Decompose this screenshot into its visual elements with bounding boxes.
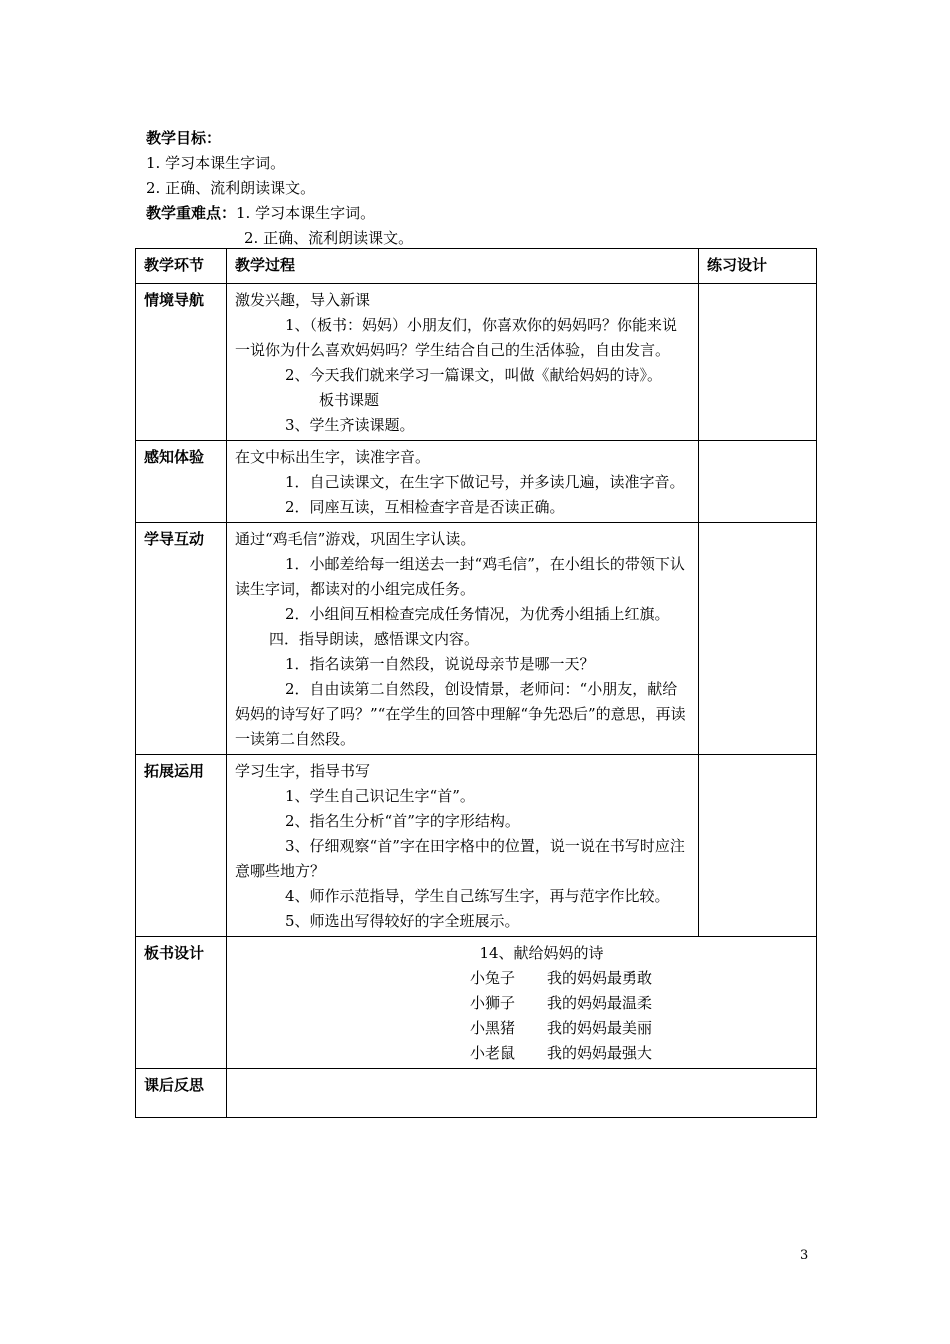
key-points-row <box>146 201 846 226</box>
process-line: 板书课题 <box>319 391 380 409</box>
reflection-cell <box>227 1069 817 1118</box>
process-line: 2．同座互读，互相检查字音是否读正确。 <box>285 498 565 516</box>
process-cell <box>227 284 699 441</box>
exercise-cell <box>699 441 817 523</box>
process-line: 3、仔细观察“首”字在田字格中的位置，说一说在书写时应注意哪些地方？ <box>235 837 685 880</box>
process-line: 通过“鸡毛信”游戏，巩固生字认读。 <box>235 530 476 548</box>
page-number: 3 <box>800 1248 809 1263</box>
lesson-header <box>146 126 846 251</box>
board-text: 我的妈妈最勇敢 <box>547 969 653 987</box>
board-text: 我的妈妈最温柔 <box>547 994 653 1012</box>
board-line <box>235 1016 808 1041</box>
process-cell <box>227 441 699 523</box>
exercise-cell <box>699 284 817 441</box>
process-line: 学习生字，指导书写 <box>235 762 371 780</box>
board-line <box>235 1041 808 1066</box>
board-text: 我的妈妈最强大 <box>547 1044 653 1062</box>
lesson-plan-table <box>135 248 817 1118</box>
process-line: 2、指名生分析“首”字的字形结构。 <box>285 812 520 830</box>
key-points-label: 教学重难点： <box>146 204 237 222</box>
process-line: 5、师选出写得较好的字全班展示。 <box>285 912 520 930</box>
process-line: 1．指名读第一自然段，说说母亲节是哪一天？ <box>285 655 595 673</box>
process-line: 1．小邮差给每一组送去一封“鸡毛信”，在小组长的带领下认读生字词，都读对的小组完成任务。 <box>235 555 685 598</box>
objective-1: 1. 学习本课生字词。 <box>146 154 286 172</box>
table-row <box>136 523 817 755</box>
process-line: 2、今天我们就来学习一篇课文，叫做《献给妈妈的诗》。 <box>285 366 663 384</box>
board-animal: 小兔子 <box>470 969 516 987</box>
process-line: 1、（板书：妈妈）小朋友们，你喜欢你的妈妈吗？你能来说一说你为什么喜欢妈妈吗？学生结合自己的生活体验，自由发言。 <box>235 316 678 359</box>
board-line <box>235 966 808 991</box>
stage-cell: 学导互动 <box>136 523 227 755</box>
exercise-cell <box>699 523 817 755</box>
header-exercise: 练习设计 <box>699 249 817 284</box>
board-text: 我的妈妈最美丽 <box>547 1019 653 1037</box>
stage-cell: 情境导航 <box>136 284 227 441</box>
reflection-row <box>136 1069 817 1118</box>
objectives-title: 教学目标： <box>146 129 222 147</box>
objective-2: 2. 正确、流利朗读课文。 <box>146 179 316 197</box>
board-design-row <box>136 937 817 1069</box>
process-line: 3、学生齐读课题。 <box>285 416 415 434</box>
stage-cell: 板书设计 <box>136 937 227 1069</box>
header-process: 教学过程 <box>227 249 699 284</box>
board-line <box>235 991 808 1016</box>
process-line: 4、师作示范指导，学生自己练写生字，再与范字作比较。 <box>285 887 670 905</box>
board-title: 14、献给妈妈的诗 <box>479 944 604 962</box>
process-line: 1．自己读课文，在生字下做记号，并多读几遍，读准字音。 <box>285 473 685 491</box>
process-line: 1、学生自己识记生字“首”。 <box>285 787 475 805</box>
process-line: 在文中标出生字，读准字音。 <box>235 448 431 466</box>
process-line: 四．指导朗读，感悟课文内容。 <box>269 630 480 648</box>
table-row <box>136 441 817 523</box>
process-line: 激发兴趣，导入新课 <box>235 291 371 309</box>
process-line: 2．小组间互相检查完成任务情况，为优秀小组插上红旗。 <box>285 605 670 623</box>
stage-cell: 感知体验 <box>136 441 227 523</box>
board-animal: 小狮子 <box>470 994 516 1012</box>
table-row <box>136 284 817 441</box>
process-line: 2．自由读第二自然段，创设情景，老师问：“小朋友，献给妈妈的诗写好了吗？”“在学生的回答中理解“争先恐后”的意思，再读一读第二自然段。 <box>235 680 686 748</box>
table-row <box>136 755 817 937</box>
key-point-1: 1. 学习本课生字词。 <box>236 204 376 222</box>
process-cell <box>227 523 699 755</box>
stage-cell: 课后反思 <box>136 1069 227 1118</box>
exercise-cell <box>699 755 817 937</box>
board-animal: 小黑猪 <box>470 1019 516 1037</box>
board-design-cell <box>227 937 817 1069</box>
header-stage: 教学环节 <box>136 249 227 284</box>
board-animal: 小老鼠 <box>470 1044 516 1062</box>
table-header-row <box>136 249 817 284</box>
process-cell <box>227 755 699 937</box>
key-point-2: 2. 正确、流利朗读课文。 <box>244 229 414 247</box>
stage-cell: 拓展运用 <box>136 755 227 937</box>
